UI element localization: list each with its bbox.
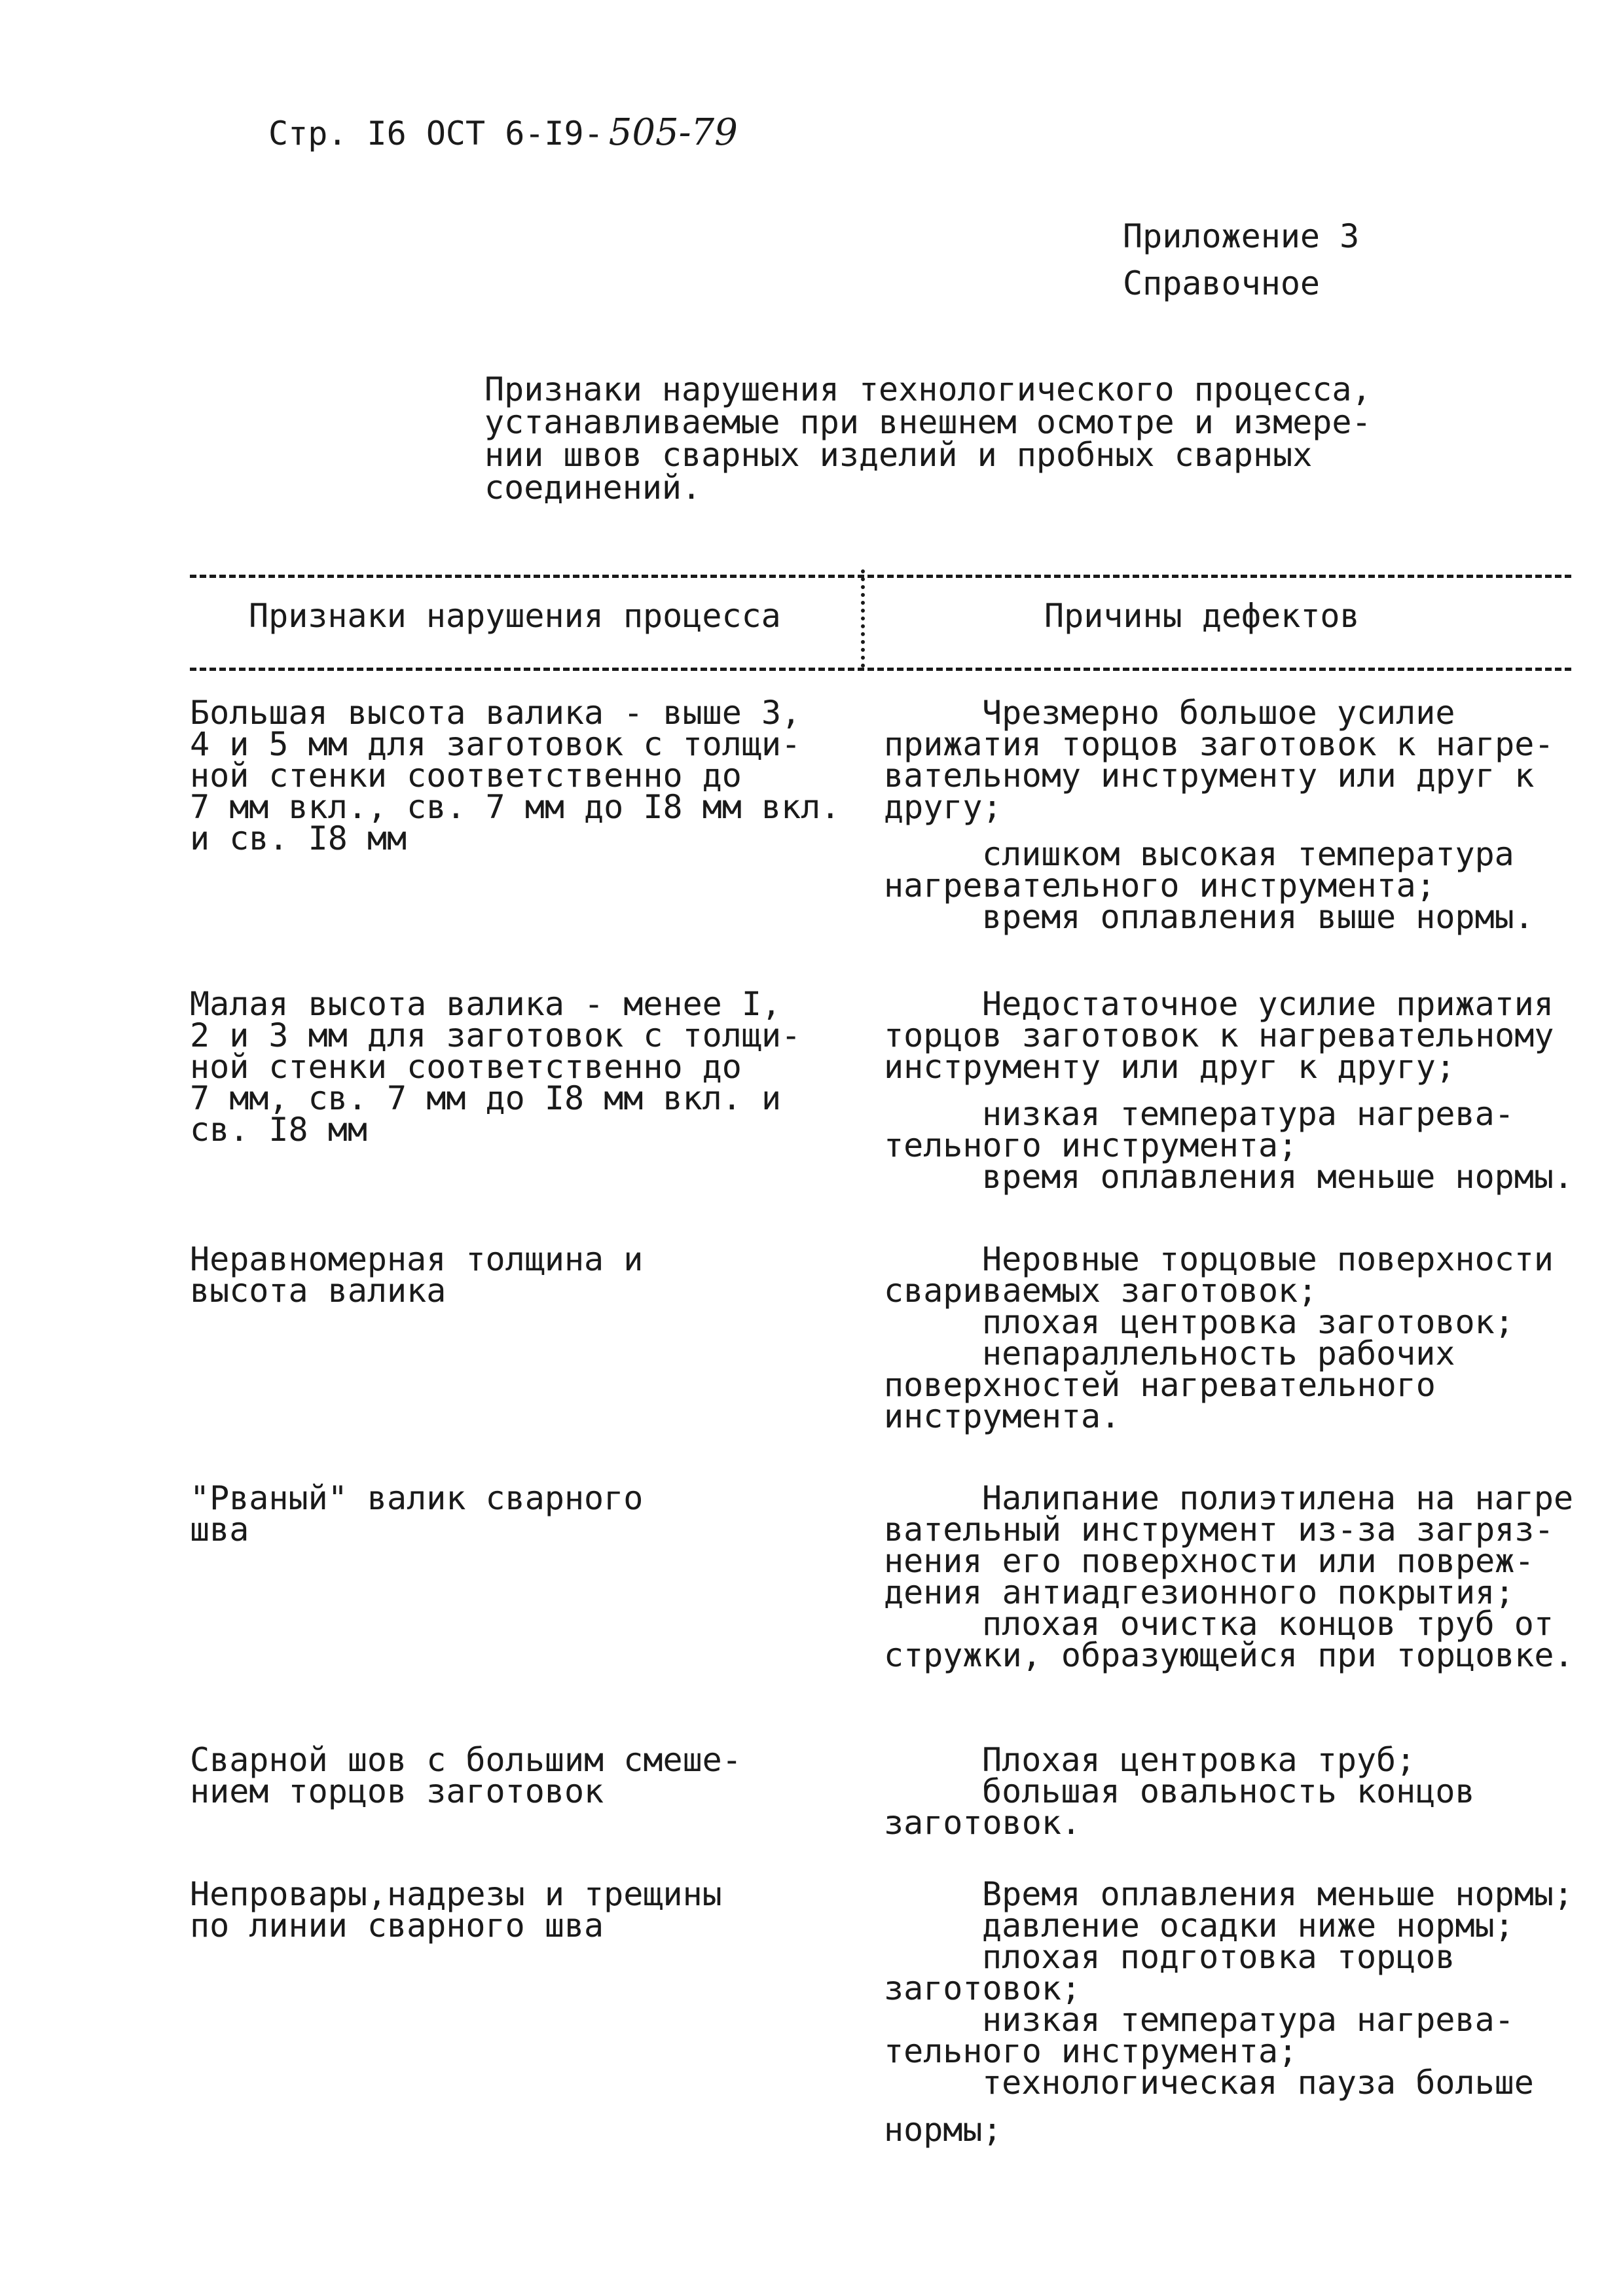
defect-cause-line: время оплавления меньше нормы. bbox=[982, 1158, 1574, 1196]
violation-sign-line: Сварной шов с большим смеше- bbox=[190, 1741, 742, 1779]
defect-cause-line: Чрезмерно большое усилие bbox=[982, 694, 1455, 732]
violation-sign-line: по линии сварного шва bbox=[190, 1907, 604, 1945]
title-line: нии швов сварных изделий и пробных сварных bbox=[484, 436, 1313, 474]
appendix-label bbox=[1123, 213, 1359, 307]
violation-sign-line: Неравномерная толщина и bbox=[190, 1240, 644, 1278]
page-label: Стр. I6 ОСТ 6-I9- bbox=[268, 115, 604, 152]
defect-cause-line: непараллельность рабочих bbox=[982, 1335, 1455, 1372]
violation-sign-cell bbox=[190, 1875, 845, 1945]
defect-cause-line: нения его поверхности или повреж- bbox=[884, 1542, 1535, 1580]
violation-sign-line: "Рваный" валик сварного bbox=[190, 1479, 644, 1517]
defect-cause-line: давление осадки ниже нормы; bbox=[982, 1907, 1514, 1945]
defect-cause-line: заготовок; bbox=[884, 1969, 1082, 2007]
defect-cause-line: Налипание полиэтилена на нагре bbox=[982, 1479, 1574, 1517]
violation-sign-line: высота валика bbox=[190, 1272, 447, 1310]
defect-cause-line: Недостаточное усилие прижатия bbox=[982, 985, 1554, 1023]
violation-sign-line: и св. I8 мм bbox=[190, 819, 407, 857]
defect-cause-line: прижатия торцов заготовок к нагре- bbox=[884, 725, 1554, 763]
defect-cause-cell bbox=[884, 1741, 1591, 1842]
defect-cause-line: тельного инструмента; bbox=[884, 2032, 1298, 2070]
defect-cause-line: низкая температура нагрева- bbox=[982, 1095, 1514, 1133]
appendix-type: Справочное bbox=[1123, 264, 1321, 302]
violation-sign-line: шва bbox=[190, 1511, 249, 1549]
violation-sign-line: Малая высота валика - менее I, bbox=[190, 985, 782, 1023]
defect-cause-line: дения антиадгезионного покрытия; bbox=[884, 1573, 1515, 1611]
defect-cause-cell bbox=[884, 1240, 1591, 1435]
column-header-signs: Признаки нарушения процесса bbox=[249, 597, 781, 635]
defect-cause-line: Плохая центровка труб; bbox=[982, 1741, 1416, 1779]
table-top-rule bbox=[190, 575, 1571, 578]
page-header bbox=[268, 111, 738, 154]
violation-sign-line: св. I8 мм bbox=[190, 1111, 367, 1149]
defect-cause-line: нагревательного инструмента; bbox=[884, 867, 1436, 905]
defect-cause-line: вательному инструменту или друг к bbox=[884, 757, 1535, 795]
violation-sign-cell bbox=[190, 1240, 845, 1310]
title-line: устанавливаемые при внешнем осмотре и измере- bbox=[484, 403, 1372, 441]
defect-cause-line: тельного инструмента; bbox=[884, 1126, 1298, 1164]
defect-cause-line: технологическая пауза больше bbox=[982, 2064, 1534, 2102]
defect-cause-line: нормы; bbox=[884, 2111, 1002, 2149]
defect-cause-line: большая овальность концов bbox=[982, 1772, 1475, 1810]
column-header-causes: Причины дефектов bbox=[1044, 597, 1360, 635]
title-line: Признаки нарушения технологического процесса, bbox=[484, 370, 1372, 408]
defect-cause-line: слишком высокая температура bbox=[982, 835, 1514, 873]
defect-cause-line: торцов заготовок к нагревательному bbox=[884, 1016, 1554, 1054]
defect-cause-line: заготовок. bbox=[884, 1804, 1082, 1842]
defect-cause-line: поверхностей нагревательного bbox=[884, 1366, 1436, 1404]
defect-cause-line: Время оплавления меньше нормы; bbox=[982, 1875, 1574, 1913]
defect-cause-line: Неровные торцовые поверхности bbox=[982, 1240, 1554, 1278]
header-column-separator bbox=[861, 569, 865, 668]
violation-sign-cell bbox=[190, 985, 845, 1149]
defect-cause-line: свариваемых заготовок; bbox=[884, 1272, 1318, 1310]
defect-cause-line: инструменту или друг к другу; bbox=[884, 1048, 1455, 1086]
defect-cause-line: другу; bbox=[884, 788, 1002, 826]
defect-cause-cell bbox=[884, 985, 1591, 1196]
violation-sign-line: 7 мм, св. 7 мм до I8 мм вкл. и bbox=[190, 1079, 782, 1117]
violation-sign-line: Большая высота валика - выше 3, bbox=[190, 694, 801, 732]
document-title bbox=[484, 370, 1467, 507]
violation-sign-line: Непровары,надрезы и трещины bbox=[190, 1875, 722, 1913]
title-line: соединений. bbox=[484, 469, 702, 507]
appendix-number: Приложение 3 bbox=[1123, 217, 1360, 255]
defect-cause-line: плохая подготовка торцов bbox=[982, 1938, 1455, 1976]
violation-sign-cell bbox=[190, 1479, 845, 1549]
defect-cause-line: стружки, образующейся при торцовке. bbox=[884, 1636, 1574, 1674]
defect-cause-cell bbox=[884, 694, 1591, 936]
violation-sign-line: 4 и 5 мм для заготовок с толщи- bbox=[190, 725, 801, 763]
defect-cause-line: плохая очистка концов труб от bbox=[982, 1605, 1554, 1643]
table-header-rule bbox=[190, 668, 1571, 671]
violation-sign-line: 2 и 3 мм для заготовок с толщи- bbox=[190, 1016, 801, 1054]
violation-sign-cell bbox=[190, 694, 845, 857]
defect-cause-line: время оплавления выше нормы. bbox=[982, 898, 1534, 936]
defect-cause-cell bbox=[884, 1479, 1591, 1674]
violation-sign-line: 7 мм вкл., св. 7 мм до I8 мм вкл. bbox=[190, 788, 841, 826]
defect-cause-cell bbox=[884, 1875, 1591, 2149]
violation-sign-line: нием торцов заготовок bbox=[190, 1772, 604, 1810]
defect-cause-line: низкая температура нагрева- bbox=[982, 2001, 1514, 2039]
defect-cause-line: плохая центровка заготовок; bbox=[982, 1303, 1514, 1341]
violation-sign-cell bbox=[190, 1741, 845, 1810]
defect-cause-line: вательный инструмент из-за загряз- bbox=[884, 1511, 1554, 1549]
violation-sign-line: ной стенки соответственно до bbox=[190, 1048, 742, 1086]
handwritten-document-number: 505-79 bbox=[608, 111, 738, 154]
violation-sign-line: ной стенки соответственно до bbox=[190, 757, 742, 795]
defect-cause-line: инструмента. bbox=[884, 1397, 1121, 1435]
